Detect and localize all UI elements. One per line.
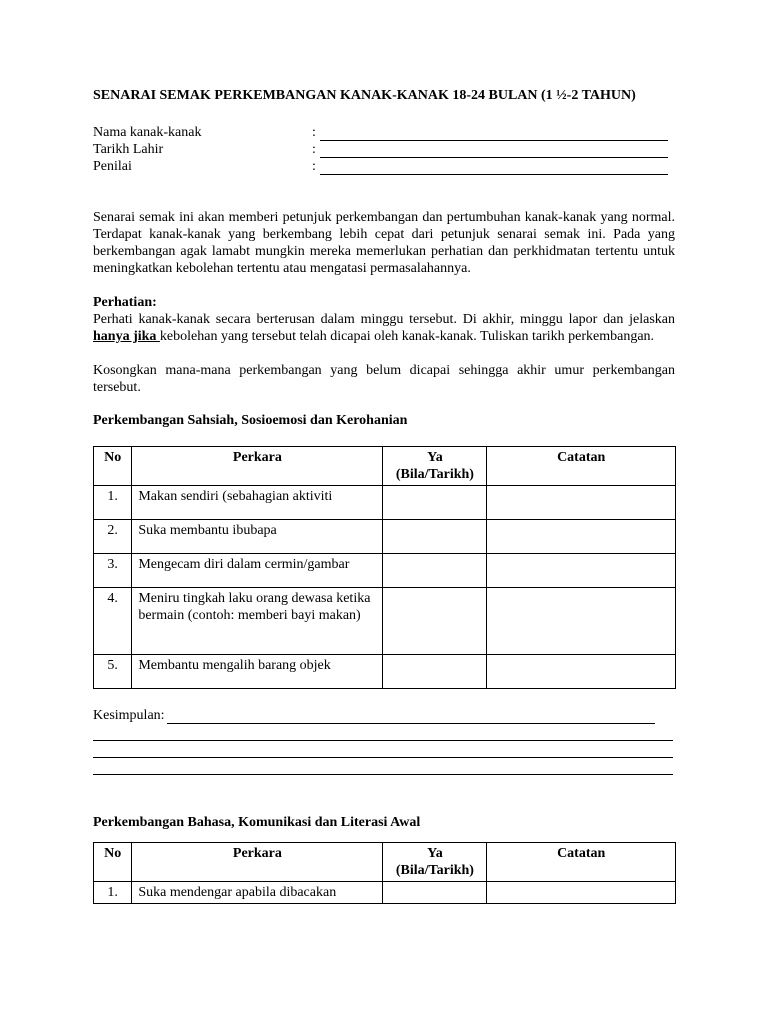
row-number: 3.	[94, 554, 132, 588]
header-ya	[383, 843, 487, 882]
row-item: Membantu mengalih barang objek	[132, 655, 383, 689]
field-assessor	[93, 158, 675, 175]
table-row	[94, 554, 676, 588]
checklist-table-sahsiah	[93, 446, 676, 689]
field-label: Nama kanak-kanak	[93, 125, 202, 140]
header-note: Catatan	[487, 843, 676, 882]
header-no: No	[94, 843, 132, 882]
row-number: 1.	[94, 882, 132, 904]
table-row	[94, 882, 676, 904]
header-ya-line2: (Bila/Tarikh)	[395, 467, 474, 482]
table-header-row	[94, 447, 676, 486]
row-note-cell[interactable]	[487, 882, 676, 904]
table-header-row	[94, 843, 676, 882]
header-ya-line2: (Bila/Tarikh)	[395, 863, 474, 878]
conclusion-block	[93, 707, 675, 775]
field-separator: :	[312, 159, 316, 174]
conclusion-blank-line[interactable]	[93, 741, 673, 758]
header-note: Catatan	[487, 447, 676, 486]
conclusion-blank-line[interactable]	[93, 724, 673, 741]
row-ya-cell[interactable]	[383, 588, 487, 655]
field-label: Tarikh Lahir	[93, 142, 164, 157]
field-child-name	[93, 124, 675, 141]
blank-instruction: Kosongkan mana-mana perkembangan yang belum dicapai sehingga akhir umur perkembangan tersebut.	[93, 363, 675, 395]
row-item: Makan sendiri (sebahagian aktiviti	[132, 486, 383, 520]
row-note-cell[interactable]	[487, 588, 676, 655]
row-ya-cell[interactable]	[383, 655, 487, 689]
conclusion-label: Kesimpulan:	[93, 708, 165, 723]
field-birth-date	[93, 141, 675, 158]
child-info-fields	[93, 124, 675, 175]
header-ya	[383, 447, 487, 486]
header-no: No	[94, 447, 132, 486]
row-ya-cell[interactable]	[383, 882, 487, 904]
document-title: SENARAI SEMAK PERKEMBANGAN KANAK-KANAK 18-24 BULAN (1 ½-2 TAHUN)	[93, 88, 636, 103]
header-item: Perkara	[132, 843, 383, 882]
notice-paragraph	[93, 311, 675, 345]
row-note-cell[interactable]	[487, 655, 676, 689]
field-blank-line[interactable]	[320, 126, 668, 141]
row-number: 4.	[94, 588, 132, 655]
notice-text-after: kebolehan yang tersebut telah dicapai oleh kanak-kanak. Tuliskan tarikh perkembangan.	[159, 329, 655, 344]
field-separator: :	[312, 125, 316, 140]
row-number: 1.	[94, 486, 132, 520]
row-number: 5.	[94, 655, 132, 689]
header-ya-line1: Ya	[427, 450, 443, 465]
notice-text-before: Perhati kanak-kanak secara berterusan dalam minggu tersebut. Di akhir, minggu lapor dan jelaskan	[93, 312, 675, 327]
field-blank-line[interactable]	[320, 143, 668, 158]
row-item: Suka membantu ibubapa	[132, 520, 383, 554]
row-note-cell[interactable]	[487, 520, 676, 554]
section-heading-sahsiah: Perkembangan Sahsiah, Sosioemosi dan Kerohanian	[93, 413, 408, 428]
row-note-cell[interactable]	[487, 486, 676, 520]
notice-emphasis: hanya jika	[93, 329, 160, 344]
document-page	[93, 88, 675, 904]
header-ya-line1: Ya	[427, 846, 443, 861]
row-item: Suka mendengar apabila dibacakan	[132, 882, 383, 904]
table-row	[94, 655, 676, 689]
header-item: Perkara	[132, 447, 383, 486]
row-item: Mengecam diri dalam cermin/gambar	[132, 554, 383, 588]
field-blank-line[interactable]	[320, 160, 668, 175]
intro-paragraph: Senarai semak ini akan memberi petunjuk perkembangan dan pertumbuhan kanak-kanak yang normal. Terdapat kanak-kanak yang berkembang lebih cepat dari petunjuk senarai semak ini. Pada yang berkembangan agak lamabt mungkin mereka memerlukan perhatian dan perkhidmatan tertentu untuk meningkatkan kebolehan tertentu atau mengatasi permasalahannya.	[93, 210, 675, 276]
conclusion-blank-line[interactable]	[167, 709, 655, 724]
section-heading-bahasa: Perkembangan Bahasa, Komunikasi dan Literasi Awal	[93, 815, 421, 830]
table-row	[94, 588, 676, 655]
notice-heading: Perhatian:	[93, 295, 157, 310]
table-row	[94, 520, 676, 554]
checklist-table-bahasa	[93, 842, 676, 904]
row-number: 2.	[94, 520, 132, 554]
conclusion-blank-line[interactable]	[93, 758, 673, 775]
row-ya-cell[interactable]	[383, 486, 487, 520]
row-note-cell[interactable]	[487, 554, 676, 588]
table-row	[94, 486, 676, 520]
row-ya-cell[interactable]	[383, 554, 487, 588]
row-ya-cell[interactable]	[383, 520, 487, 554]
field-separator: :	[312, 142, 316, 157]
row-item: Meniru tingkah laku orang dewasa ketika bermain (contoh: memberi bayi makan)	[132, 588, 383, 655]
conclusion-first-line	[93, 707, 675, 724]
field-label: Penilai	[93, 159, 132, 174]
